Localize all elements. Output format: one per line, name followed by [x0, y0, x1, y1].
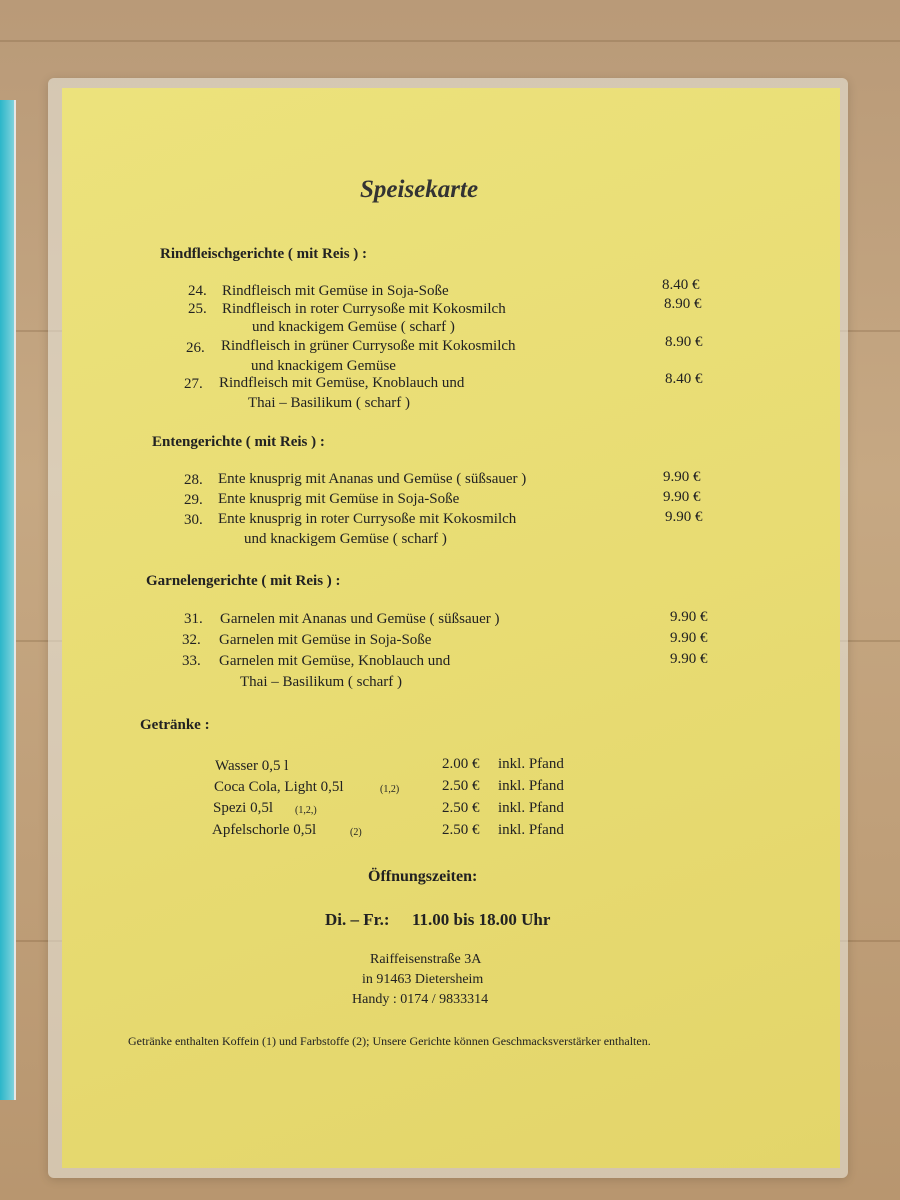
- item-name: Ente knusprig mit Ananas und Gemüse ( süßsauer ): [218, 471, 527, 487]
- item-price: 9.90 €: [670, 630, 708, 646]
- drink-name: Coca Cola, Light 0,5l: [214, 779, 344, 795]
- item-price: 8.90 €: [664, 296, 702, 312]
- item-name: Ente knusprig mit Gemüse in Soja-Soße: [218, 491, 460, 507]
- item-name-cont: Thai – Basilikum ( scharf ): [240, 674, 403, 690]
- item-price: 9.90 €: [663, 489, 701, 505]
- item-number: 28.: [184, 472, 203, 488]
- drink-price: 2.50 €: [442, 822, 480, 838]
- section-heading-drinks: Getränke :: [140, 717, 210, 733]
- item-number: 33.: [182, 653, 201, 669]
- section-heading-beef: Rindfleischgerichte ( mit Reis ) :: [160, 246, 368, 262]
- item-number: 24.: [188, 283, 207, 299]
- footnote: Getränke enthalten Koffein (1) und Farbstoffe (2); Unsere Gerichte können Geschmacksverstärker enthalten.: [128, 1034, 651, 1048]
- drink-name: Wasser 0,5 l: [215, 758, 289, 774]
- drink-price: 2.50 €: [442, 800, 480, 816]
- drink-pfand: inkl. Pfand: [498, 800, 564, 816]
- item-name: Rindfleisch in grüner Currysoße mit Kokosmilch: [221, 338, 516, 354]
- drink-name: Spezi 0,5l: [213, 800, 273, 816]
- menu-sheet: [62, 88, 840, 1168]
- opening-days: Di. – Fr.:: [325, 910, 390, 929]
- item-number: 29.: [184, 492, 203, 508]
- section-heading-duck: Entengerichte ( mit Reis ) :: [152, 434, 325, 450]
- item-price: 8.90 €: [665, 334, 703, 350]
- item-name: Rindfleisch in roter Currysoße mit Kokosmilch: [222, 301, 506, 317]
- drink-pfand: inkl. Pfand: [498, 822, 564, 838]
- item-name: Garnelen mit Gemüse in Soja-Soße: [219, 632, 432, 648]
- item-name-cont: und knackigem Gemüse: [251, 358, 396, 374]
- address-city: in 91463 Dietersheim: [362, 972, 484, 987]
- opening-hours-heading: Öffnungszeiten:: [368, 868, 478, 885]
- opening-hours: 11.00 bis 18.00 Uhr: [412, 910, 551, 929]
- item-number: 26.: [186, 340, 205, 356]
- item-name-cont: Thai – Basilikum ( scharf ): [248, 395, 411, 411]
- drink-pfand: inkl. Pfand: [498, 756, 564, 772]
- address-street: Raiffeisenstraße 3A: [370, 952, 482, 967]
- item-name-cont: und knackigem Gemüse ( scharf ): [252, 319, 455, 335]
- item-price: 8.40 €: [662, 277, 700, 293]
- section-heading-shrimp: Garnelengerichte ( mit Reis ) :: [146, 573, 341, 589]
- item-name: Garnelen mit Ananas und Gemüse ( süßsauer ): [220, 611, 500, 627]
- item-name: Ente knusprig in roter Currysoße mit Kokosmilch: [218, 511, 517, 527]
- item-price: 8.40 €: [665, 371, 703, 387]
- item-price: 9.90 €: [670, 651, 708, 667]
- drink-name: Apfelschorle 0,5l: [212, 822, 317, 838]
- drink-price: 2.00 €: [442, 756, 480, 772]
- item-price: 9.90 €: [663, 469, 701, 485]
- item-name: Rindfleisch mit Gemüse, Knoblauch und: [219, 375, 465, 391]
- adjacent-menu-edge: [0, 100, 16, 1100]
- drink-additive-note: (2): [350, 827, 362, 838]
- item-name-cont: und knackigem Gemüse ( scharf ): [244, 531, 447, 547]
- item-price: 9.90 €: [670, 609, 708, 625]
- menu-title: Speisekarte: [360, 176, 479, 203]
- item-number: 27.: [184, 376, 203, 392]
- item-number: 31.: [184, 611, 203, 627]
- item-number: 30.: [184, 512, 203, 528]
- wood-grain: [0, 40, 900, 42]
- item-number: 32.: [182, 632, 201, 648]
- item-price: 9.90 €: [665, 509, 703, 525]
- drink-price: 2.50 €: [442, 778, 480, 794]
- drink-additive-note: (1,2,): [295, 805, 317, 816]
- item-name: Rindfleisch mit Gemüse in Soja-Soße: [222, 283, 449, 299]
- drink-additive-note: (1,2): [380, 784, 400, 795]
- item-name: Garnelen mit Gemüse, Knoblauch und: [219, 653, 451, 669]
- drink-pfand: inkl. Pfand: [498, 778, 564, 794]
- address-phone: Handy : 0174 / 9833314: [352, 992, 489, 1007]
- item-number: 25.: [188, 301, 207, 317]
